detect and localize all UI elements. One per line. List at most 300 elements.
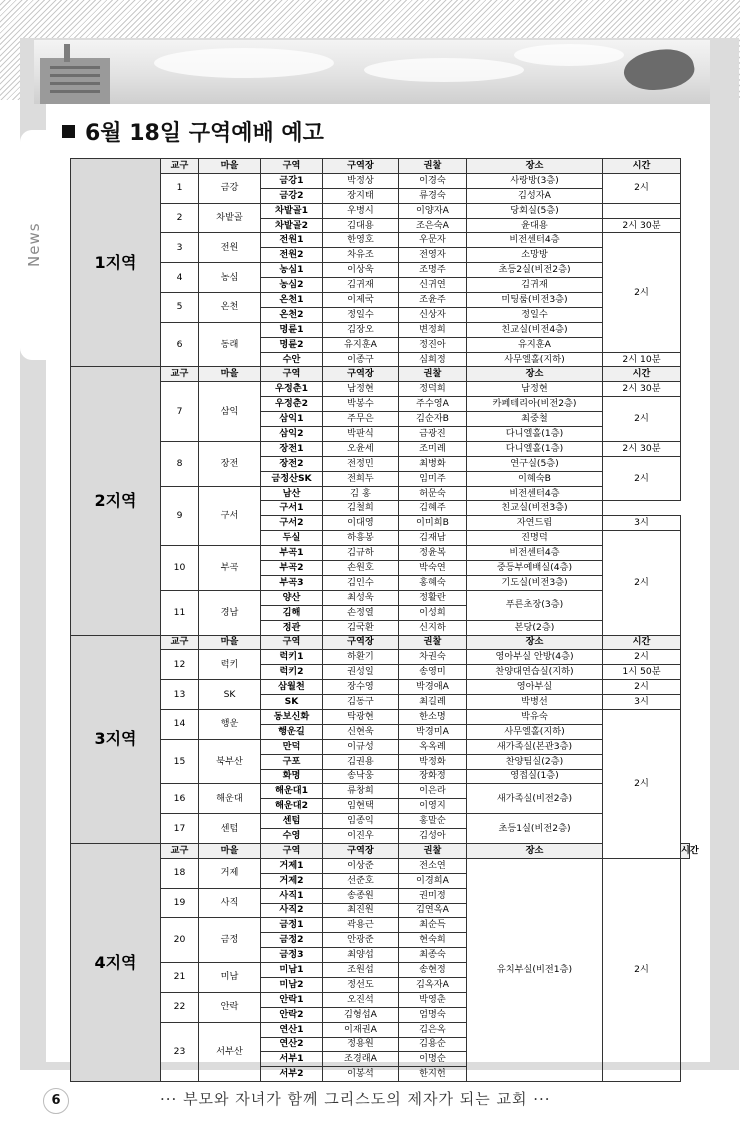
schedule-cell: 차밭골 [199, 203, 261, 233]
schedule-cell: 정덕희 [399, 382, 467, 397]
schedule-cell: 김해 [261, 605, 323, 620]
schedule-cell: 탁광현 [323, 709, 399, 724]
schedule-cell: 20 [161, 918, 199, 963]
table-row [71, 322, 690, 337]
schedule-cell: 온천 [199, 293, 261, 323]
schedule-cell: 장전1 [261, 441, 323, 456]
schedule-cell: 엄명숙 [399, 1007, 467, 1022]
schedule-cell: 변정희 [399, 322, 467, 337]
schedule-cell: 류창희 [323, 784, 399, 799]
schedule-cell: 본당(2층) [467, 620, 603, 635]
schedule-cell: 새가족실(비전2층) [467, 784, 603, 814]
schedule-cell: 유지훈A [323, 337, 399, 352]
schedule-cell: 중등부예배실(4층) [467, 561, 603, 576]
schedule-cell: 이미희B [399, 516, 467, 531]
schedule-cell: 구포 [261, 754, 323, 769]
schedule-cell: 김형섭A [323, 1007, 399, 1022]
schedule-cell: 남산 [261, 486, 323, 501]
schedule-cell: 카페테리아(비전2층) [467, 397, 603, 412]
schedule-cell: 박유숙 [467, 709, 603, 724]
leaf-image [621, 43, 698, 97]
schedule-cell: 안락2 [261, 1007, 323, 1022]
schedule-cell: 김대용 [323, 218, 399, 233]
schedule-cell: 럭키2 [261, 665, 323, 680]
schedule-cell: 전희두 [323, 471, 399, 486]
schedule-cell: 다니엘홀(1층) [467, 441, 603, 456]
schedule-cell: 한영호 [323, 233, 399, 248]
schedule-cell: 영아부실 [467, 680, 603, 695]
column-header: 마을 [199, 159, 261, 174]
table-row [71, 441, 690, 456]
schedule-cell: 이경숙 [399, 173, 467, 188]
schedule-cell: 최진원 [323, 903, 399, 918]
column-header: 마을 [199, 367, 261, 382]
schedule-cell: 임종익 [323, 814, 399, 829]
schedule-cell: 사직 [199, 888, 261, 918]
schedule-cell: 김동구 [323, 695, 399, 710]
news-tab-label: News [25, 222, 43, 268]
schedule-cell: 부곡 [199, 546, 261, 591]
schedule-cell: 전영자 [399, 248, 467, 263]
schedule-cell: 2 [161, 203, 199, 233]
region-cell: 3지역 [71, 635, 161, 843]
schedule-cell: 행운길 [261, 724, 323, 739]
schedule-cell: 2시 30분 [603, 441, 681, 456]
schedule-cell: 홍혜숙 [399, 575, 467, 590]
schedule-cell: 서부2 [261, 1067, 323, 1082]
schedule-cell: 행운 [199, 709, 261, 739]
table-row [71, 739, 690, 754]
column-header: 시간 [603, 367, 681, 382]
table-row [71, 173, 690, 188]
schedule-cell: 임현택 [323, 799, 399, 814]
schedule-cell: 친교실(비전3층) [467, 501, 603, 516]
schedule-cell: 곽용근 [323, 918, 399, 933]
schedule-cell: 구서1 [261, 501, 323, 516]
schedule-cell: 최길례 [399, 695, 467, 710]
column-header: 교구 [161, 159, 199, 174]
schedule-cell: 영아부실 안방(4층) [467, 650, 603, 665]
schedule-cell: 조윤주 [399, 293, 467, 308]
column-header: 시간 [603, 635, 681, 650]
table-row [71, 293, 690, 308]
schedule-cell: 하흥봉 [323, 531, 399, 546]
schedule-cell: 15 [161, 739, 199, 784]
table-row [71, 546, 690, 561]
schedule-cell [603, 203, 681, 218]
schedule-cell: 김용순 [399, 1037, 467, 1052]
table-row [71, 263, 690, 278]
schedule-cell: 3시 [603, 516, 681, 531]
schedule-cell: 최양섭 [323, 948, 399, 963]
schedule-cell: 명륜1 [261, 322, 323, 337]
schedule-cell: 조은숙A [399, 218, 467, 233]
schedule-cell: 최중철 [467, 412, 603, 427]
schedule-cell: 옥옥례 [399, 739, 467, 754]
schedule-cell: 남정현 [467, 382, 603, 397]
schedule-cell: 주무은 [323, 412, 399, 427]
schedule-cell: 주수영A [399, 397, 467, 412]
schedule-cell: 초등1실(비전2층) [467, 814, 603, 844]
schedule-cell: 송낙웅 [323, 769, 399, 784]
schedule-cell: 8 [161, 441, 199, 486]
schedule-cell: 박정상 [323, 173, 399, 188]
schedule-cell: 금정1 [261, 918, 323, 933]
schedule-cell: 송현정 [399, 963, 467, 978]
schedule-cell: 자연드림 [467, 516, 603, 531]
table-row [71, 814, 690, 829]
header-banner [34, 40, 710, 104]
schedule-cell: 온천2 [261, 307, 323, 322]
schedule-cell: 새가족실(본관3층) [467, 739, 603, 754]
schedule-cell: 정일수 [323, 307, 399, 322]
schedule-cell: 이종구 [323, 352, 399, 367]
schedule-cell: 14 [161, 709, 199, 739]
schedule-cell: 안광준 [323, 933, 399, 948]
schedule-cell: 전원2 [261, 248, 323, 263]
schedule-cell: 남정현 [323, 382, 399, 397]
schedule-cell: 김혜주 [399, 501, 467, 516]
schedule-cell: 경남 [199, 590, 261, 635]
schedule-cell: 전정민 [323, 456, 399, 471]
schedule-cell: 2시 [603, 709, 681, 858]
schedule-cell: 친교실(비전4층) [467, 322, 603, 337]
schedule-cell: 조미례 [399, 441, 467, 456]
schedule-cell: 최병화 [399, 456, 467, 471]
schedule-cell: SK [199, 680, 261, 710]
square-bullet-icon [62, 125, 75, 138]
schedule-cell: 최종숙 [399, 948, 467, 963]
schedule-cell: 허문숙 [399, 486, 467, 501]
schedule-cell: 정윤복 [399, 546, 467, 561]
page-title-text: 6월 18일 구역예배 예고 [85, 121, 324, 146]
schedule-cell: 거제1 [261, 858, 323, 873]
schedule-cell: 기도실(비전3층) [467, 575, 603, 590]
schedule-cell: 센텀 [199, 814, 261, 844]
column-header: 구역 [261, 843, 323, 858]
table-row [71, 709, 690, 724]
schedule-cell: 송종원 [323, 888, 399, 903]
table-header-row [71, 635, 690, 650]
schedule-cell: 7 [161, 382, 199, 442]
schedule-cell: 비전센터4층 [467, 486, 603, 501]
table-header-row [71, 159, 690, 174]
schedule-cell: 22 [161, 992, 199, 1022]
schedule-cell: SK [261, 695, 323, 710]
schedule-cell: 현숙희 [399, 933, 467, 948]
schedule-cell: 이경희A [399, 873, 467, 888]
schedule-cell: 부곡2 [261, 561, 323, 576]
column-header: 구역장 [323, 367, 399, 382]
column-header: 마을 [199, 635, 261, 650]
page-title [62, 116, 324, 147]
column-header: 시간 [681, 843, 690, 858]
schedule-cell: 김재남 [399, 531, 467, 546]
column-header: 구역 [261, 159, 323, 174]
schedule-cell: 조명주 [399, 263, 467, 278]
schedule-cell: 2시 [603, 397, 681, 442]
schedule-cell: 17 [161, 814, 199, 844]
schedule-cell: 16 [161, 784, 199, 814]
cloud-decoration [514, 44, 624, 66]
schedule-cell: 장화정 [399, 769, 467, 784]
schedule-cell: 우병시 [323, 203, 399, 218]
schedule-cell: 2시 [603, 650, 681, 665]
schedule-cell: 23 [161, 1022, 199, 1082]
schedule-cell: 우정춘2 [261, 397, 323, 412]
schedule-cell: 전소연 [399, 858, 467, 873]
schedule-cell: 소망방 [467, 248, 603, 263]
schedule-cell: 연산2 [261, 1037, 323, 1052]
schedule-cell: 오진석 [323, 992, 399, 1007]
schedule-cell: 김권용 [323, 754, 399, 769]
schedule-cell: 신현욱 [323, 724, 399, 739]
schedule-cell: 김국환 [323, 620, 399, 635]
schedule-cell: 해운대 [199, 784, 261, 814]
schedule-cell: 럭키 [199, 650, 261, 680]
district-schedule-table [70, 158, 699, 1082]
region-cell: 4지역 [71, 843, 161, 1081]
schedule-cell: 19 [161, 888, 199, 918]
column-header: 교구 [161, 843, 199, 858]
schedule-cell: 미남 [199, 963, 261, 993]
schedule-cell: 조원섭 [323, 963, 399, 978]
schedule-cell: 1 [161, 173, 199, 203]
schedule-cell: 부곡1 [261, 546, 323, 561]
schedule-cell: 정일수 [467, 307, 603, 322]
schedule-cell: 정선도 [323, 977, 399, 992]
schedule-cell: 4 [161, 263, 199, 293]
schedule-cell: 사직2 [261, 903, 323, 918]
schedule-cell: 류경숙 [399, 188, 467, 203]
schedule-cell: 신상자 [399, 307, 467, 322]
schedule-cell: 장전2 [261, 456, 323, 471]
schedule-cell: 21 [161, 963, 199, 993]
schedule-cell: 1시 50분 [603, 665, 681, 680]
cloud-decoration [154, 48, 334, 78]
schedule-cell: 찬양팀실(2층) [467, 754, 603, 769]
schedule-cell: 박판식 [323, 427, 399, 442]
schedule-cell: 김장오 [323, 322, 399, 337]
schedule-cell: 안락 [199, 992, 261, 1022]
schedule-cell: 김철희 [323, 501, 399, 516]
schedule-cell: 13 [161, 680, 199, 710]
schedule-cell: 김귀재 [467, 278, 603, 293]
schedule-cell: 정활란 [399, 590, 467, 605]
schedule-cell: 최성욱 [323, 590, 399, 605]
schedule-cell: 수안 [261, 352, 323, 367]
column-header: 권찰 [399, 159, 467, 174]
schedule-cell: 정관 [261, 620, 323, 635]
schedule-cell: 2시 [603, 233, 681, 352]
column-header: 장소 [467, 843, 603, 858]
schedule-cell: 2시 [603, 456, 681, 501]
schedule-cell: 차유조 [323, 248, 399, 263]
column-header: 시간 [603, 159, 681, 174]
schedule-cell: 2시 [603, 531, 681, 635]
schedule-cell: 진명덕 [467, 531, 603, 546]
schedule-cell: 미남1 [261, 963, 323, 978]
schedule-cell: 한소명 [399, 709, 467, 724]
schedule-cell: 이명순 [399, 1052, 467, 1067]
schedule-cell: 두실 [261, 531, 323, 546]
schedule-cell: 정진아 [399, 337, 467, 352]
schedule-cell: 2시 30분 [603, 382, 681, 397]
column-header: 장소 [467, 367, 603, 382]
schedule-cell: 온천1 [261, 293, 323, 308]
schedule-cell: 최순득 [399, 918, 467, 933]
schedule-cell: 이봉석 [323, 1067, 399, 1082]
schedule-cell: 장수영 [323, 680, 399, 695]
cross-tower-image [64, 44, 70, 62]
table-row [71, 680, 690, 695]
schedule-cell: 연구실(5층) [467, 456, 603, 471]
schedule-cell: 박병선 [467, 695, 603, 710]
schedule-cell: 김순자B [399, 412, 467, 427]
schedule-cell: 박영춘 [399, 992, 467, 1007]
schedule-cell: 센텀 [261, 814, 323, 829]
schedule-cell: 이상욱 [323, 263, 399, 278]
schedule-cell: 초등2실(비전2층) [467, 263, 603, 278]
schedule-cell: 김연옥A [399, 903, 467, 918]
schedule-cell: 이혜숙B [467, 471, 603, 486]
schedule-cell: 김인수 [323, 575, 399, 590]
schedule-cell: 이규성 [323, 739, 399, 754]
column-header: 교구 [161, 635, 199, 650]
schedule-cell: 이은라 [399, 784, 467, 799]
cloud-decoration [364, 58, 524, 82]
table-header-row [71, 367, 690, 382]
schedule-cell: 비전센터4층 [467, 546, 603, 561]
schedule-cell: 김옥자A [399, 977, 467, 992]
schedule-cell: 금강2 [261, 188, 323, 203]
schedule-cell: 금강1 [261, 173, 323, 188]
schedule-cell: 연산1 [261, 1022, 323, 1037]
schedule-cell: 박봉수 [323, 397, 399, 412]
schedule-cell: 미팅룸(비전3층) [467, 293, 603, 308]
schedule-cell: 농심 [199, 263, 261, 293]
schedule-cell: 이대영 [323, 516, 399, 531]
schedule-cell: 해운대2 [261, 799, 323, 814]
schedule-cell: 임미주 [399, 471, 467, 486]
schedule-cell: 김 홍 [323, 486, 399, 501]
schedule-cell: 푸른초장(3층) [467, 590, 603, 620]
schedule-cell: 이상준 [323, 858, 399, 873]
schedule-cell: 김성자A [467, 188, 603, 203]
schedule-cell: 유치부실(비전1층) [467, 858, 603, 1081]
schedule-cell: 선준호 [323, 873, 399, 888]
schedule-cell: 차밭골2 [261, 218, 323, 233]
table-row [71, 650, 690, 665]
schedule-cell: 김성아 [399, 829, 467, 844]
footer-tagline: ··· 부모와 자녀가 함께 그리스도의 제자가 되는 교회 ··· [160, 1090, 551, 1108]
schedule-cell: 삼익2 [261, 427, 323, 442]
schedule-cell: 이진우 [323, 829, 399, 844]
column-header: 마을 [199, 843, 261, 858]
schedule-cell: 금광진 [399, 427, 467, 442]
table-row [71, 382, 690, 397]
schedule-cell: 2시 [603, 858, 681, 1081]
schedule-cell: 서부산 [199, 1022, 261, 1082]
column-header: 구역장 [323, 635, 399, 650]
schedule-cell: 화명 [261, 769, 323, 784]
schedule-cell: 명륜2 [261, 337, 323, 352]
schedule-cell: 이영지 [399, 799, 467, 814]
schedule-cell: 손원호 [323, 561, 399, 576]
schedule-cell: 거제 [199, 858, 261, 888]
schedule-cell: 장전 [199, 441, 261, 486]
column-header: 교구 [161, 367, 199, 382]
table-row [71, 203, 690, 218]
schedule-cell: 박숙연 [399, 561, 467, 576]
schedule-cell: 해운대1 [261, 784, 323, 799]
schedule-cell: 부곡3 [261, 575, 323, 590]
schedule-cell: 조경래A [323, 1052, 399, 1067]
schedule-cell: 금정산SK [261, 471, 323, 486]
schedule-cell: 금정3 [261, 948, 323, 963]
schedule-cell: 삼월천 [261, 680, 323, 695]
table-row [71, 486, 690, 501]
schedule-cell: 김은옥 [399, 1022, 467, 1037]
schedule-cell: 사랑방(3층) [467, 173, 603, 188]
schedule-cell: 영접실(1층) [467, 769, 603, 784]
table-row [71, 590, 690, 605]
schedule-cell: 전원 [199, 233, 261, 263]
schedule-cell: 2시 [603, 173, 681, 203]
church-building-image [40, 58, 110, 104]
schedule-cell: 6 [161, 322, 199, 367]
schedule-cell: 김규하 [323, 546, 399, 561]
schedule-cell: 이양자A [399, 203, 467, 218]
schedule-cell: 동보신화 [261, 709, 323, 724]
region-cell: 2지역 [71, 367, 161, 635]
schedule-cell: 12 [161, 650, 199, 680]
table-row [71, 784, 690, 799]
schedule-cell: 사직1 [261, 888, 323, 903]
schedule-cell: 구서2 [261, 516, 323, 531]
schedule-cell: 구서 [199, 486, 261, 546]
column-header: 장소 [467, 635, 603, 650]
schedule-cell: 권성일 [323, 665, 399, 680]
schedule-cell: 전원1 [261, 233, 323, 248]
schedule-cell: 이제국 [323, 293, 399, 308]
schedule-cell: 당회실(5층) [467, 203, 603, 218]
region-cell: 1지역 [71, 159, 161, 367]
schedule-cell: 10 [161, 546, 199, 591]
table-row [71, 858, 690, 873]
schedule-cell: 김귀재 [323, 278, 399, 293]
schedule-cell: 윤대용 [467, 218, 603, 233]
schedule-cell: 한지헌 [399, 1067, 467, 1082]
schedule-cell: 하환기 [323, 650, 399, 665]
column-header: 구역 [261, 635, 323, 650]
schedule-cell: 오윤세 [323, 441, 399, 456]
schedule-cell: 박경애A [399, 680, 467, 695]
schedule-cell: 2시 30분 [603, 218, 681, 233]
schedule-cell: 홍말순 [399, 814, 467, 829]
schedule-cell: 심희정 [399, 352, 467, 367]
schedule-cell: 거제2 [261, 873, 323, 888]
schedule-cell: 금강 [199, 173, 261, 203]
schedule-cell: 북부산 [199, 739, 261, 784]
schedule-cell: 5 [161, 293, 199, 323]
schedule-cell: 박경미A [399, 724, 467, 739]
schedule-cell: 찬양대연습실(지하) [467, 665, 603, 680]
schedule-cell: 미남2 [261, 977, 323, 992]
schedule-cell: 3시 [603, 695, 681, 710]
schedule-cell: 11 [161, 590, 199, 635]
schedule-cell: 금정 [199, 918, 261, 963]
